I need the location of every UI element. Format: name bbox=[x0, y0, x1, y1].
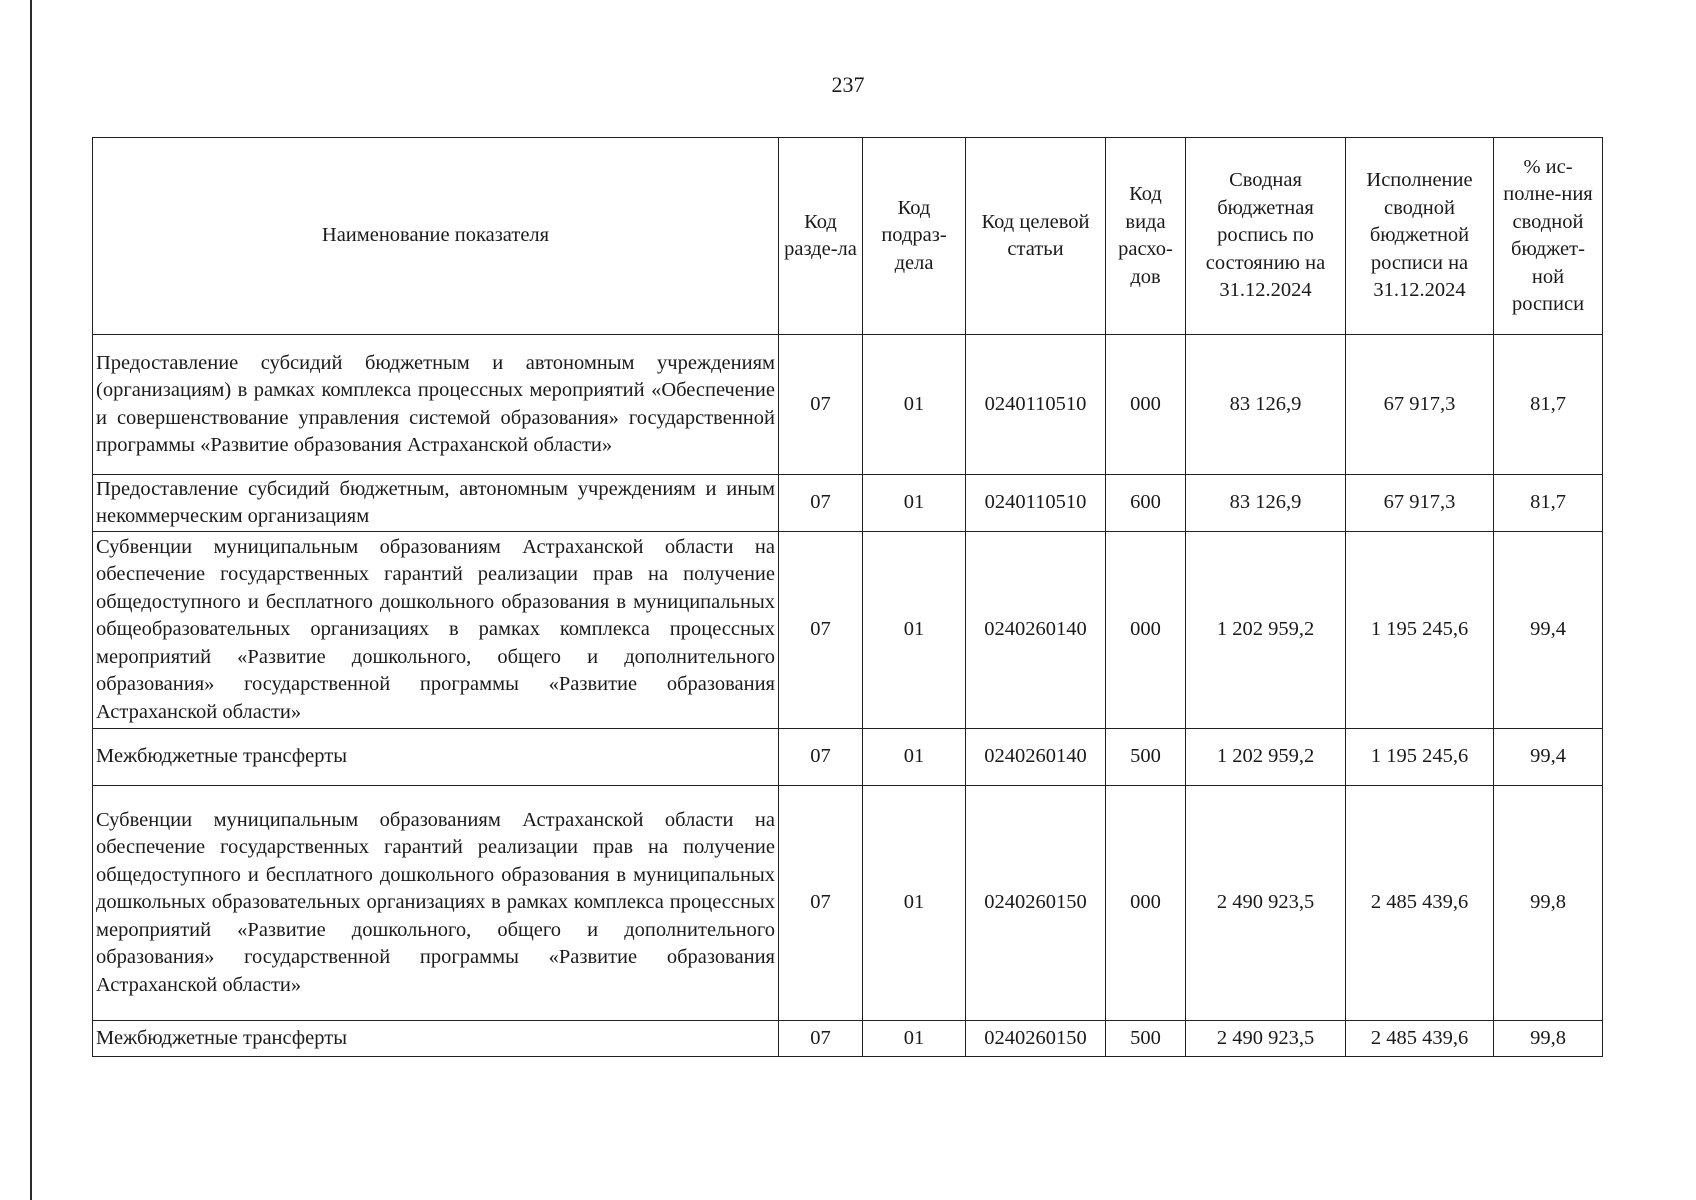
row-target-article-code: 0240260150 bbox=[966, 786, 1106, 1021]
row-subsection-code: 01 bbox=[863, 335, 966, 475]
table-row bbox=[93, 729, 1603, 786]
header-execution-percent: % ис-полне-ния сводной бюджет-ной росписи bbox=[1494, 138, 1603, 335]
row-indicator-name: Субвенции муниципальным образованиям Астраханской области на обеспечение государственных гарантий реализации прав на получение общедоступного и бесплатного дошкольного образования в муниципальных дошкольных образовательных организациях в рамках комплекса процессных мероприятий «Развитие дошкольного, общего и дополнительного образования» государственной программы «Развитие образования Астраханской области» bbox=[93, 786, 779, 1021]
table-row bbox=[93, 335, 1603, 475]
row-plan-amount: 1 202 959,2 bbox=[1186, 532, 1346, 729]
row-target-article-code: 0240110510 bbox=[966, 335, 1106, 475]
row-expense-type-code: 500 bbox=[1106, 1021, 1186, 1057]
row-subsection-code: 01 bbox=[863, 786, 966, 1021]
row-section-code: 07 bbox=[779, 1021, 863, 1057]
row-indicator-name: Субвенции муниципальным образованиям Астраханской области на обеспечение государственных гарантий реализации прав на получение общедоступного и бесплатного дошкольного образования в муниципальных общеобразовательных организациях в рамках комплекса процессных мероприятий «Развитие дошкольного, общего и дополнительного образования» государственной программы «Развитие образования Астраханской области» bbox=[93, 532, 779, 729]
row-expense-type-code: 600 bbox=[1106, 475, 1186, 532]
row-execution-percent: 99,8 bbox=[1494, 786, 1603, 1021]
row-execution-amount: 2 485 439,6 bbox=[1346, 786, 1494, 1021]
row-indicator-name: Предоставление субсидий бюджетным и автономным учреждениям (организациям) в рамках комплекса процессных мероприятий «Обеспечение и совершенствование управления системой образования» государственной программы «Развитие образования Астраханской области» bbox=[93, 335, 779, 475]
row-target-article-code: 0240260150 bbox=[966, 1021, 1106, 1057]
row-execution-amount: 67 917,3 bbox=[1346, 475, 1494, 532]
header-consolidated-budget-list: Сводная бюджетная роспись по состоянию на 31.12.2024 bbox=[1186, 138, 1346, 335]
row-execution-percent: 99,4 bbox=[1494, 532, 1603, 729]
header-target-article-code: Код целевой статьи bbox=[966, 138, 1106, 335]
row-execution-amount: 1 195 245,6 bbox=[1346, 729, 1494, 786]
binding-edge-line bbox=[30, 0, 32, 1200]
row-plan-amount: 83 126,9 bbox=[1186, 475, 1346, 532]
row-execution-amount: 67 917,3 bbox=[1346, 335, 1494, 475]
row-execution-percent: 81,7 bbox=[1494, 475, 1603, 532]
header-expense-type-code: Код вида расхо-дов bbox=[1106, 138, 1186, 335]
row-execution-amount: 2 485 439,6 bbox=[1346, 1021, 1494, 1057]
row-section-code: 07 bbox=[779, 532, 863, 729]
row-section-code: 07 bbox=[779, 335, 863, 475]
row-expense-type-code: 000 bbox=[1106, 532, 1186, 729]
row-subsection-code: 01 bbox=[863, 1021, 966, 1057]
row-target-article-code: 0240260140 bbox=[966, 729, 1106, 786]
row-section-code: 07 bbox=[779, 786, 863, 1021]
row-target-article-code: 0240110510 bbox=[966, 475, 1106, 532]
table-header-row bbox=[93, 138, 1603, 335]
header-section-code: Код разде-ла bbox=[779, 138, 863, 335]
header-indicator-name: Наименование показателя bbox=[93, 138, 779, 335]
row-indicator-name: Межбюджетные трансферты bbox=[93, 729, 779, 786]
row-section-code: 07 bbox=[779, 729, 863, 786]
page-number: 237 bbox=[831, 72, 865, 97]
table-row bbox=[93, 475, 1603, 532]
row-expense-type-code: 000 bbox=[1106, 786, 1186, 1021]
row-plan-amount: 2 490 923,5 bbox=[1186, 786, 1346, 1021]
budget-execution-table bbox=[92, 137, 1603, 1057]
row-expense-type-code: 500 bbox=[1106, 729, 1186, 786]
row-subsection-code: 01 bbox=[863, 729, 966, 786]
header-execution: Исполнение сводной бюджетной росписи на 31.12.2024 bbox=[1346, 138, 1494, 335]
row-execution-percent: 81,7 bbox=[1494, 335, 1603, 475]
row-execution-percent: 99,4 bbox=[1494, 729, 1603, 786]
row-target-article-code: 0240260140 bbox=[966, 532, 1106, 729]
row-section-code: 07 bbox=[779, 475, 863, 532]
table-row bbox=[93, 1021, 1603, 1057]
row-indicator-name: Предоставление субсидий бюджетным, автономным учреждениям и иным некоммерческим организациям bbox=[93, 475, 779, 532]
table-row bbox=[93, 532, 1603, 729]
row-execution-amount: 1 195 245,6 bbox=[1346, 532, 1494, 729]
row-plan-amount: 83 126,9 bbox=[1186, 335, 1346, 475]
table-row bbox=[93, 786, 1603, 1021]
row-plan-amount: 1 202 959,2 bbox=[1186, 729, 1346, 786]
row-subsection-code: 01 bbox=[863, 475, 966, 532]
row-expense-type-code: 000 bbox=[1106, 335, 1186, 475]
row-subsection-code: 01 bbox=[863, 532, 966, 729]
header-subsection-code: Код подраз-дела bbox=[863, 138, 966, 335]
row-plan-amount: 2 490 923,5 bbox=[1186, 1021, 1346, 1057]
row-indicator-name: Межбюджетные трансферты bbox=[93, 1021, 779, 1057]
row-execution-percent: 99,8 bbox=[1494, 1021, 1603, 1057]
